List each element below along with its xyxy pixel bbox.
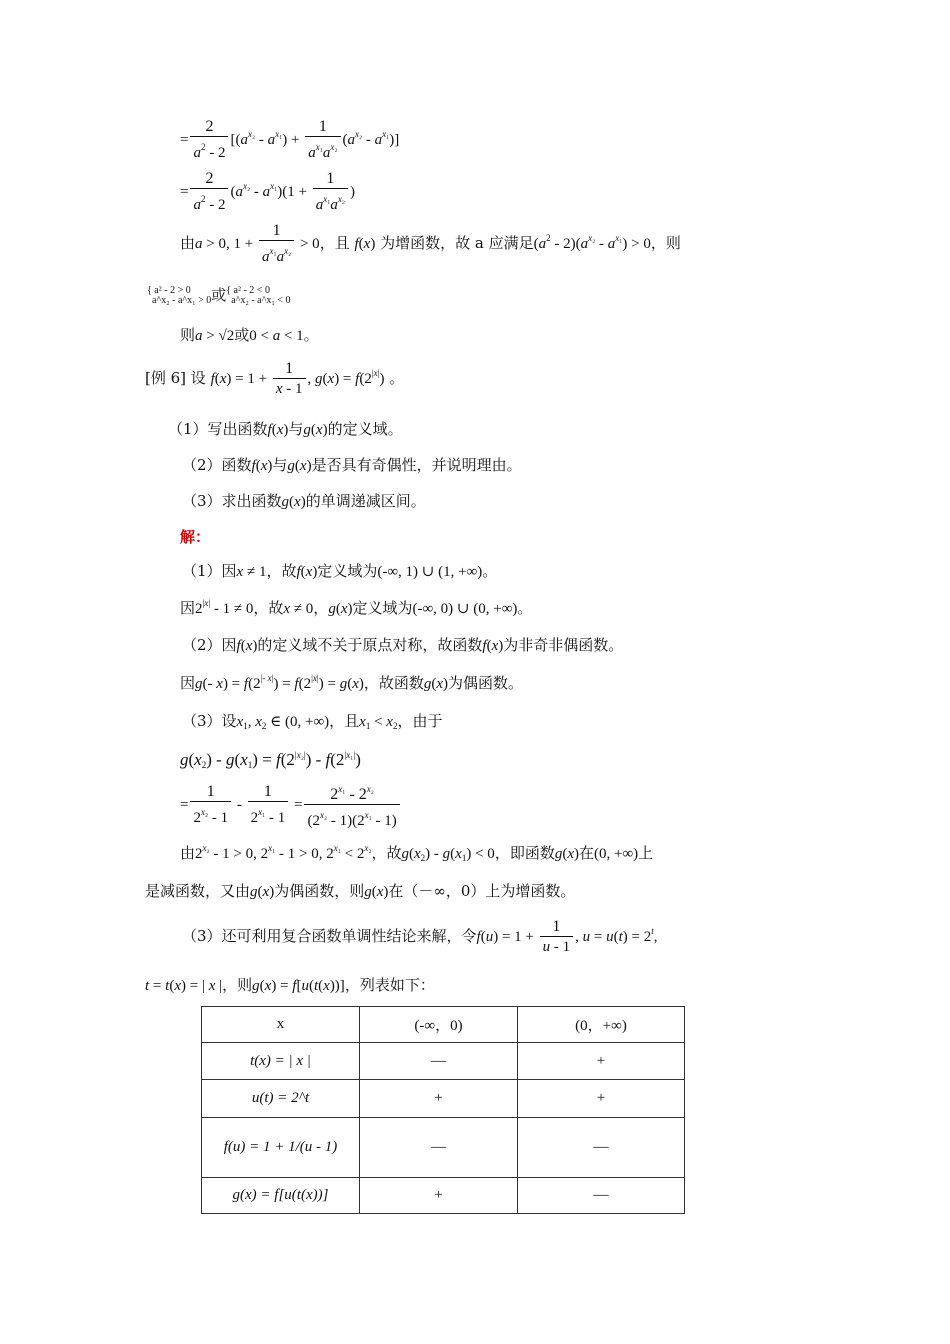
question-3: （3）求出函数g(x)的单调递减区间。 — [182, 492, 426, 510]
solution-line-7: 是减函数，又由g(x)为偶函数，则g(x)在（－∞，0）上为增函数。 — [145, 882, 576, 900]
system-line: { a² - 2 > 0 a^x₂ - a^x₁ > 0或{ a² - 2 < 0 a^x₂ - a^x₁ < 0 — [147, 285, 291, 306]
condition-line: 由a > 0, 1 + $\frac{1}{a^{x_1}a^{x_2}}$ > 0，且 f(x) 为增函数，故 a 应满足$(a^2 - 2)(a^{x_2} - a^{x_1}) > 0$，则 — [180, 222, 681, 265]
solution-line-5: （3）设$x_1$, $x_2$ ∈ (0, +∞)，且$x_1 < x_2$，由于 — [182, 712, 443, 731]
question-1: （1）写出函数f(x)与g(x)的定义域。 — [168, 420, 403, 438]
row-label: g(x) = f[u(t(x))] — [202, 1178, 360, 1214]
example-6-statement: [例 6] 设 f(x) = 1 + $\frac{1}{x - 1}$ , $g(x) = f(2^{|x|})$ 。 — [145, 360, 405, 397]
table-header: x — [202, 1007, 360, 1043]
table-row — [202, 1043, 685, 1080]
table-header: (0，+∞) — [518, 1007, 685, 1043]
solution-label: 解： — [180, 528, 211, 546]
solution-line-9: t = t(x) = | x |，则g(x) = f[u(t(x))]，列表如下： — [145, 976, 435, 994]
solution-line-4: 因g(- $x) = f(2^{|- x|}) = f(2^{|x|}) = g(x)$，故函数g(x)为偶函数。 — [180, 673, 524, 692]
solution-line-8: （3）还可利用复合函数单调性结论来解，令f(u) = 1 + $\frac{1}{u - 1}$ , $u = u(t) = 2^t$, — [182, 918, 658, 955]
question-2: （2）函数f(x)与g(x)是否具有奇偶性，并说明理由。 — [182, 456, 522, 474]
row-label: f(u) = 1 + 1/(u - 1) — [202, 1118, 360, 1178]
solution-line-3: （2）因f(x)的定义域不关于原点对称，故函数f(x)为非奇非偶函数。 — [182, 636, 624, 654]
cell: — — [360, 1043, 518, 1080]
table-row — [202, 1118, 685, 1178]
difference-line-2: = $\frac{1}{2^{x_2} - 1}$ - $\frac{1}{2^{x_1} - 1}$ = $\frac{2^{x_1} - 2^{x_2}}{(2^{x_2} - 1)(2^{x_1} - 1)}$ — [180, 780, 402, 831]
result-line: 则a > √2或0 < a < 1。 — [180, 326, 319, 344]
table-header: (-∞，0) — [360, 1007, 518, 1043]
cell: — — [360, 1118, 518, 1178]
cell: + — [518, 1043, 685, 1080]
derivation-line-1: = $\frac{2}{a^2 - 2}$ [$(a^{x_2} - a^{x_1})$ + $\frac{1}{a^{x_1}a^{x_2}}$ $(a^{x_2} - a^{x_1})$] — [180, 118, 400, 161]
table-row — [202, 1080, 685, 1118]
row-label: t(x) = | x | — [202, 1043, 360, 1080]
difference-line-1: $g(x_2) - g(x_1) = f(2^{|x_2|}) - f(2^{|x_1|})$ — [180, 750, 361, 770]
solution-line-1: （1）因x ≠ 1，故f(x)定义域为(-∞, 1) ∪ (1, +∞)。 — [182, 562, 498, 580]
cell: — — [518, 1178, 685, 1214]
solution-line-2: 因$2^{|x|} - 1 \ne 0$，故x ≠ 0，g(x)定义域为(-∞, 0) ∪ (0, +∞)。 — [180, 598, 533, 617]
derivation-line-2: = $\frac{2}{a^2 - 2}$ $(a^{x_2} - a^{x_1})(1$ + $\frac{1}{a^{x_1}a^{x_2}}$ ) — [180, 170, 355, 213]
row-label: u(t) = 2^t — [202, 1080, 360, 1118]
cell: — — [518, 1118, 685, 1178]
cell: + — [518, 1080, 685, 1118]
solution-line-6: 由$2^{x_2} - 1 > 0$, $2^{x_1} - 1 > 0$, $2^{x_1} < 2^{x_2}$，故$g(x_2) - g(x_1) < 0$，即函数g(x)在(0, +∞)上 — [180, 843, 654, 863]
monotonicity-table — [201, 1006, 685, 1214]
cell: + — [360, 1080, 518, 1118]
cell: + — [360, 1178, 518, 1214]
table-row — [202, 1178, 685, 1214]
